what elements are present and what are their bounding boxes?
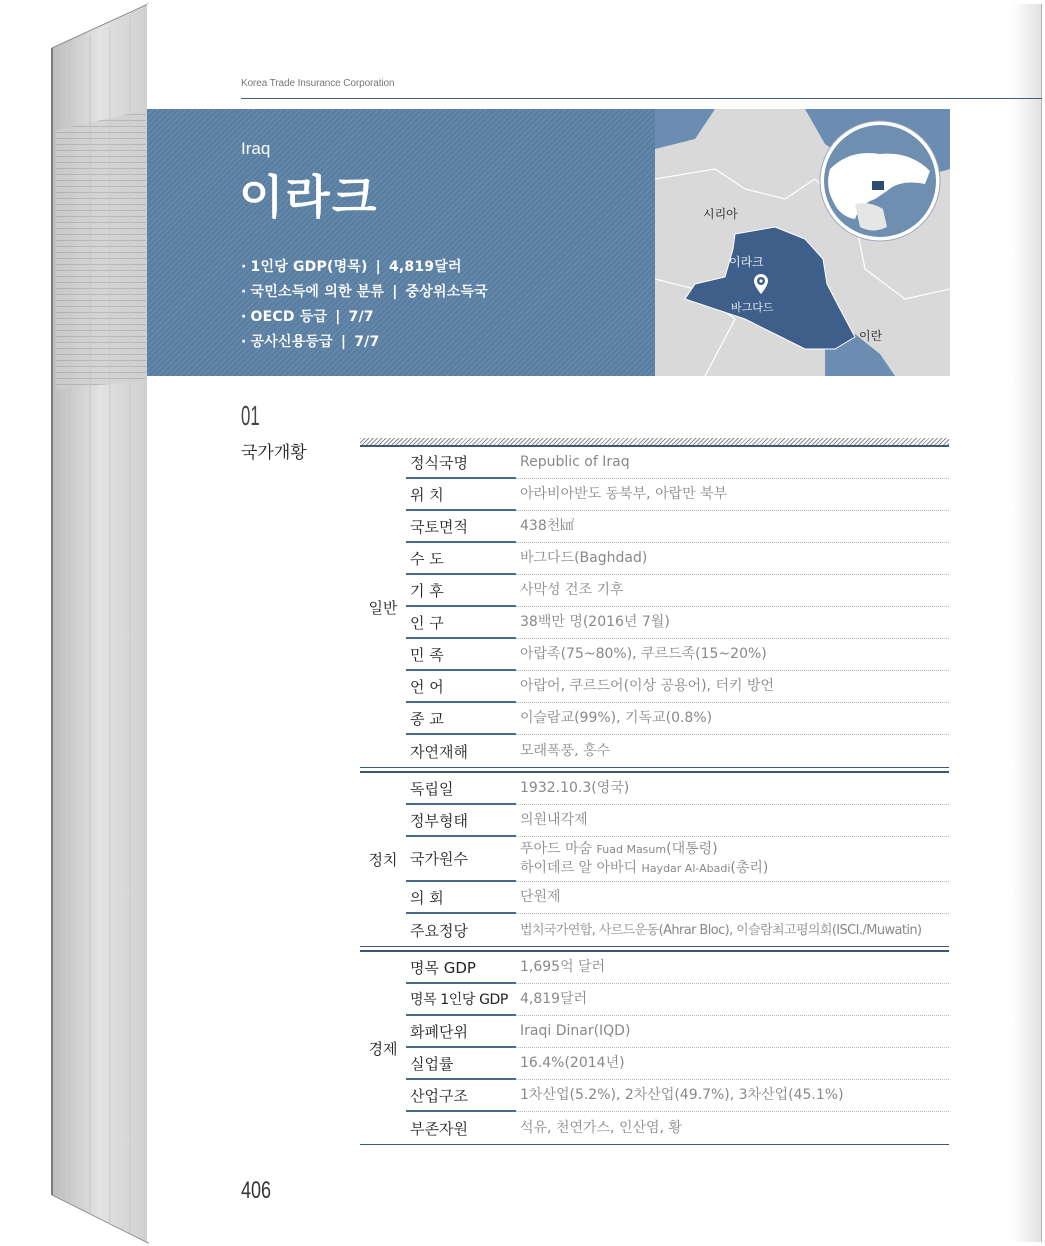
group-label: 일반 <box>368 598 398 617</box>
table-row: 국가원수 푸아드 마숨 Fuad Masum(대통령) 하이데르 알 아바디 Haydar Al-Abadi(총리) <box>406 837 949 882</box>
table-row: 국토면적 438천㎢ <box>406 511 949 543</box>
country-banner <box>147 109 655 376</box>
table-row: 실업률 16.4%(2014년) <box>406 1048 949 1080</box>
table-row: 독립일 1932.10.3(영국) <box>406 773 949 805</box>
map-graphic <box>655 109 950 376</box>
page-edge-shadow <box>1012 4 1042 1242</box>
map-label-iran: 이란 <box>859 329 883 343</box>
country-map <box>655 109 950 376</box>
table-row: 산업구조 1차산업(5.2%), 2차산업(49.7%), 3차산업(45.1%) <box>406 1080 949 1112</box>
table-row: 명목 GDP 1,695억 달러 <box>406 952 949 984</box>
table-row: 부존자원 석유, 천연가스, 인산염, 황 <box>410 1119 682 1138</box>
book-page <box>147 4 1042 1242</box>
table-row: 화폐단위 Iraqi Dinar(IQD) <box>406 1016 949 1048</box>
group-label: 정치 <box>368 851 398 869</box>
table-group-general <box>360 447 949 768</box>
table-row: 정식국명 Republic of Iraq <box>406 447 949 479</box>
section-title: 국가개황 <box>241 443 307 463</box>
country-name-en: Iraq <box>241 139 271 158</box>
table-row: 수 도 바그다드(Baghdad) <box>406 543 949 575</box>
key-fact: · 공사신용등급 | 7/7 <box>241 334 380 350</box>
header-rule <box>241 98 1042 99</box>
table-row: 명목 1인당 GDP 4,819달러 <box>406 984 949 1016</box>
section-number: 01 <box>241 400 260 431</box>
key-facts-list <box>241 257 488 357</box>
map-label-iraq: 이라크 <box>729 255 764 269</box>
map-pin-icon <box>753 273 769 295</box>
table-row: 정부형태 의원내각제 <box>406 805 949 837</box>
running-head: Korea Trade Insurance Corporation <box>241 78 395 89</box>
key-fact: · 국민소득에 의한 분류 | 중상위소득국 <box>241 284 488 300</box>
table-row: 위 치 아라비아반도 동북부, 아랍만 북부 <box>406 479 949 511</box>
table-row: 의 회 단원제 <box>406 882 949 914</box>
table-group-economy <box>360 950 949 1145</box>
table-group-politics <box>360 771 949 947</box>
key-fact: · 1인당 GDP(명목) | 4,819달러 <box>241 259 462 275</box>
table-row: 인 구 38백만 명(2016년 7월) <box>406 607 949 639</box>
table-top-hatch <box>360 438 949 447</box>
table-row: 기 후 사막성 건조 기후 <box>406 575 949 607</box>
table-row: 민 족 아랍족(75~80%), 쿠르드족(15~20%) <box>406 639 949 671</box>
group-label: 경제 <box>368 1039 398 1058</box>
country-overview-table <box>360 438 949 1145</box>
key-fact: · OECD 등급 | 7/7 <box>241 309 374 325</box>
table-row: 언 어 아랍어, 쿠르드어(이상 공용어), 터키 방언 <box>406 671 949 703</box>
map-label-capital: 바그다드 <box>731 301 774 314</box>
table-row: 자연재해 모래폭풍, 홍수 <box>410 742 611 761</box>
page-number: 406 <box>241 1177 272 1204</box>
table-row: 종 교 이슬람교(99%), 기독교(0.8%) <box>406 703 949 735</box>
country-name-ko: 이라크 <box>239 170 379 224</box>
table-row: 주요정당 법치국가연합, 사르드운동(Ahrar Bloc), 이슬람최고평의회(ISCI./Muwatin) <box>410 922 922 940</box>
book-page-stack <box>0 0 160 1246</box>
map-label-syria: 시리아 <box>703 207 738 221</box>
